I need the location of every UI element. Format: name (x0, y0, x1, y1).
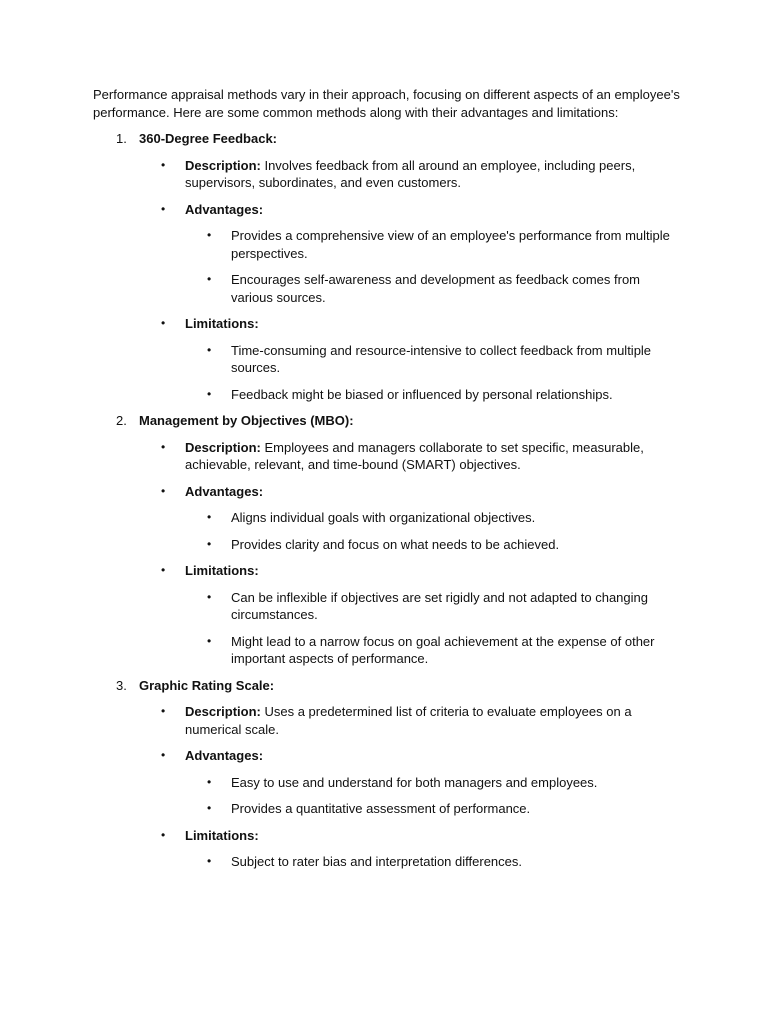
method-sections (139, 703, 683, 871)
bullet-icon: • (207, 801, 212, 815)
limitations-list (185, 342, 683, 404)
bullet-icon: • (161, 704, 166, 718)
bullet-icon: • (207, 510, 212, 524)
list-item-text: Provides a quantitative assessment of performance. (231, 801, 531, 816)
advantages-section (139, 747, 683, 818)
limitations-section (139, 562, 683, 668)
limitations-label: Limitations: (185, 563, 259, 578)
method-item (93, 677, 683, 871)
advantages-label: Advantages: (185, 483, 264, 499)
list-item (185, 774, 683, 792)
description-section (139, 703, 683, 738)
advantages-label: Advantages: (185, 201, 264, 217)
description-section (139, 439, 683, 474)
list-item (185, 342, 683, 377)
bullet-icon: • (161, 157, 166, 172)
limitations-label: Limitations: (185, 316, 259, 331)
description-section (139, 157, 683, 192)
description-label: Description: (185, 439, 261, 455)
bullet-icon: • (161, 439, 166, 454)
bullet-icon: • (207, 228, 212, 242)
list-item-text: Feedback might be biased or influenced by personal relationships. (231, 386, 613, 402)
advantages-label: Advantages: (185, 748, 264, 763)
limitations-section (139, 315, 683, 403)
description-text (185, 703, 683, 738)
method-title: Graphic Rating Scale: (139, 677, 275, 693)
advantages-list (185, 774, 683, 818)
method-number: 1. (116, 131, 127, 146)
bullet-icon: • (161, 748, 166, 762)
method-title: Management by Objectives (MBO): (139, 413, 354, 428)
list-item-text: Can be inflexible if objectives are set rigidly and not adapted to changing circumstances. (231, 589, 648, 622)
list-item (185, 589, 683, 624)
list-item-text: Subject to rater bias and interpretation differences. (231, 854, 522, 869)
list-item-text: Easy to use and understand for both managers and employees. (231, 774, 598, 790)
document-page (93, 86, 683, 880)
list-item-text: Provides a comprehensive view of an employee's performance from multiple perspectives. (231, 228, 670, 261)
description-label: Description: (185, 157, 261, 173)
limitations-label: Limitations: (185, 827, 259, 843)
bullet-icon: • (161, 563, 166, 577)
method-sections (139, 157, 683, 404)
method-item (93, 130, 683, 403)
list-item (185, 853, 683, 871)
method-item (93, 412, 683, 668)
bullet-icon: • (207, 589, 212, 604)
methods-list (93, 130, 683, 871)
bullet-icon: • (161, 827, 166, 842)
limitations-section (139, 827, 683, 871)
method-sections (139, 439, 683, 668)
list-item (185, 633, 683, 668)
method-title: 360-Degree Feedback: (139, 131, 278, 146)
advantages-list (185, 227, 683, 306)
advantages-section (139, 483, 683, 554)
list-item (185, 536, 683, 554)
description-body: Employees and managers collaborate to set specific, measurable, achievable, relevant, and time-bound (SMART) objectives. (185, 439, 644, 472)
bullet-icon: • (161, 483, 166, 498)
intro-paragraph: Performance appraisal methods vary in their approach, focusing on different aspects of an employee's performance. Here are some common methods along with their advantages and limitations: (93, 87, 680, 120)
description-body: Uses a predetermined list of criteria to evaluate employees on a numerical scale. (185, 704, 632, 737)
bullet-icon: • (161, 201, 166, 216)
bullet-icon: • (207, 854, 212, 868)
bullet-icon: • (161, 316, 166, 330)
list-item-text: Provides clarity and focus on what needs to be achieved. (231, 536, 560, 552)
limitations-list (185, 853, 683, 871)
list-item (185, 271, 683, 306)
bullet-icon: • (207, 272, 212, 286)
list-item-text: Aligns individual goals with organizational objectives. (231, 510, 536, 525)
bullet-icon: • (207, 633, 212, 648)
description-body: Involves feedback from all around an employee, including peers, supervisors, subordinates, and even customers. (185, 157, 636, 190)
list-item-text: Time-consuming and resource-intensive to collect feedback from multiple sources. (231, 342, 652, 375)
description-text (185, 439, 683, 474)
bullet-icon: • (207, 774, 212, 789)
list-item (185, 509, 683, 527)
method-number: 3. (116, 677, 127, 693)
description-text (185, 157, 683, 192)
list-item (185, 800, 683, 818)
bullet-icon: • (207, 342, 212, 357)
description-label: Description: (185, 704, 261, 719)
bullet-icon: • (207, 386, 212, 401)
limitations-list (185, 589, 683, 668)
list-item-text: Might lead to a narrow focus on goal achievement at the expense of other important aspects of performance. (231, 633, 655, 666)
method-number: 2. (116, 413, 127, 428)
bullet-icon: • (207, 536, 212, 551)
advantages-list (185, 509, 683, 553)
list-item (185, 227, 683, 262)
list-item-text: Encourages self-awareness and development as feedback comes from various sources. (231, 272, 640, 305)
advantages-section (139, 201, 683, 307)
list-item (185, 386, 683, 404)
